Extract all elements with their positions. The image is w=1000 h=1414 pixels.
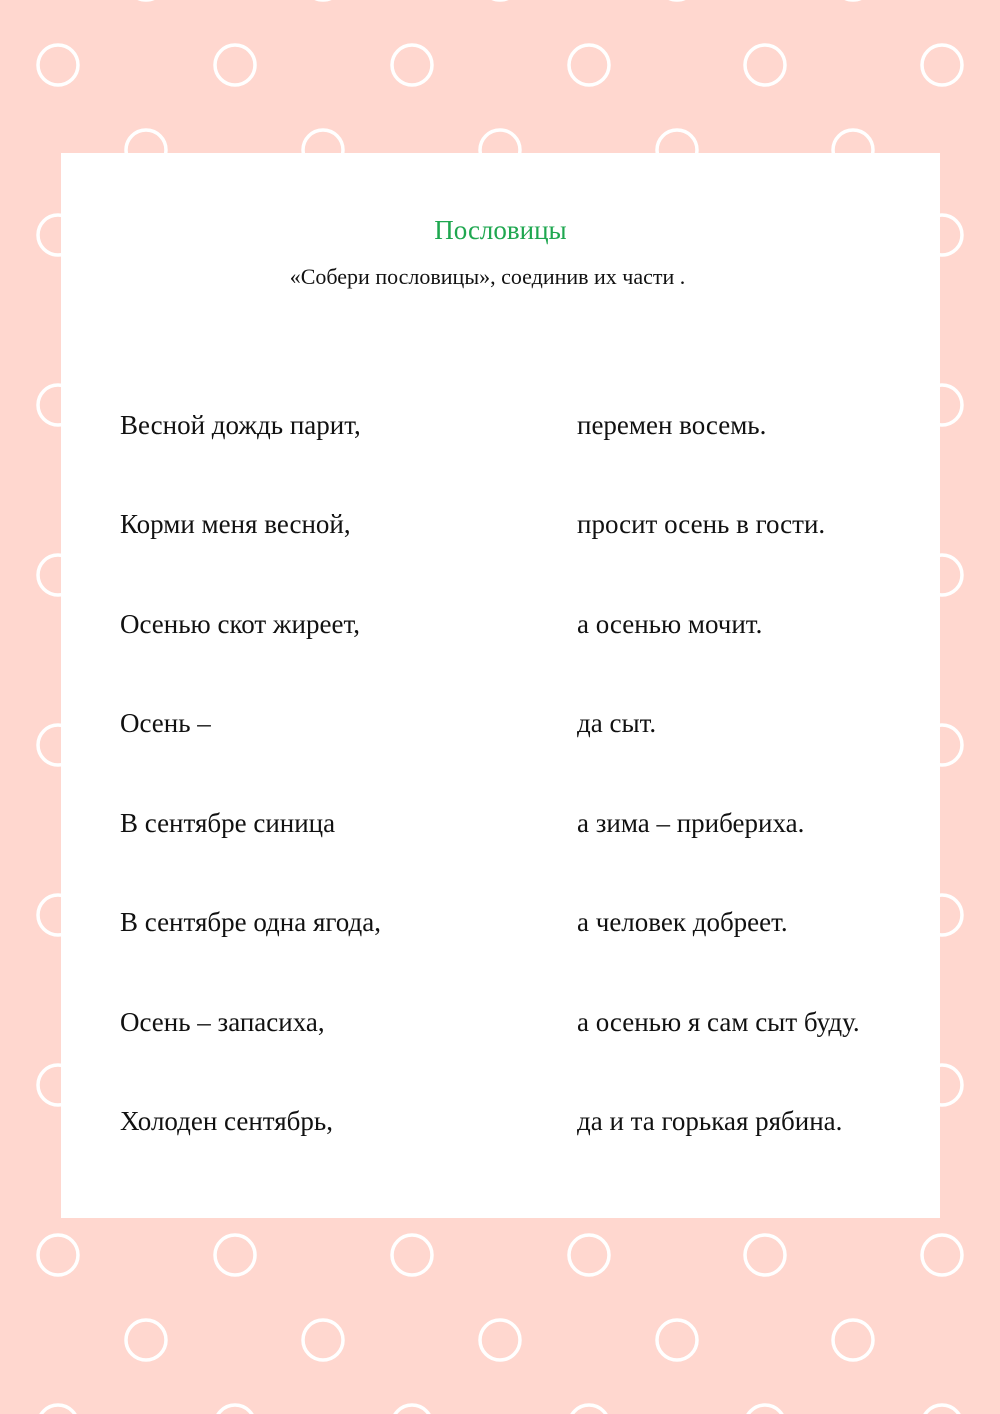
proverb-start-8: Холоден сентябрь, (120, 1106, 333, 1136)
dot-ring (215, 1235, 255, 1275)
proverb-start-7: Осень – запасиха, (120, 1007, 325, 1037)
dot-ring (922, 1235, 962, 1275)
dot-ring (833, 1320, 873, 1360)
dot-ring (922, 45, 962, 85)
dot-ring (922, 1405, 962, 1414)
dot-ring (745, 45, 785, 85)
proverb-list (61, 153, 940, 1218)
dot-ring (38, 1235, 78, 1275)
dot-ring (303, 1320, 343, 1360)
instruction-text: «Собери пословицы», соединив их части . (289, 264, 686, 289)
dot-ring (215, 45, 255, 85)
proverb-start-6: В сентябре одна ягода, (120, 907, 381, 937)
dot-ring (569, 1405, 609, 1414)
proverb-end-2: просит осень в гости. (577, 509, 826, 539)
proverb-end-5: а зима – прибериха. (577, 808, 805, 838)
proverb-end-3: а осенью мочит. (577, 609, 763, 639)
dot-ring (215, 1405, 255, 1414)
proverb-end-1: перемен восемь. (577, 410, 767, 440)
dot-ring (569, 1235, 609, 1275)
proverb-end-7: а осенью я сам сыт буду. (577, 1007, 860, 1037)
dot-ring (745, 1405, 785, 1414)
proverb-end-6: а человек добреет. (577, 907, 788, 937)
proverb-start-1: Весной дождь парит, (120, 410, 361, 440)
dot-ring (392, 1405, 432, 1414)
proverb-start-4: Осень – (120, 708, 211, 738)
page-title: Пословицы (434, 215, 567, 245)
proverb-end-4: да сыт. (577, 708, 657, 738)
dot-ring (126, 1320, 166, 1360)
proverb-start-2: Корми меня весной, (120, 509, 351, 539)
worksheet-card (61, 153, 940, 1218)
dot-ring (392, 1235, 432, 1275)
dot-ring (480, 1320, 520, 1360)
dot-ring (569, 45, 609, 85)
proverb-end-8: да и та горькая рябина. (577, 1106, 843, 1136)
dot-ring (392, 45, 432, 85)
dot-ring (745, 1235, 785, 1275)
dot-ring (657, 1320, 697, 1360)
dot-ring (38, 45, 78, 85)
dot-ring (38, 1405, 78, 1414)
proverb-start-3: Осенью скот жиреет, (120, 609, 360, 639)
proverb-start-5: В сентябре синица (120, 808, 336, 838)
